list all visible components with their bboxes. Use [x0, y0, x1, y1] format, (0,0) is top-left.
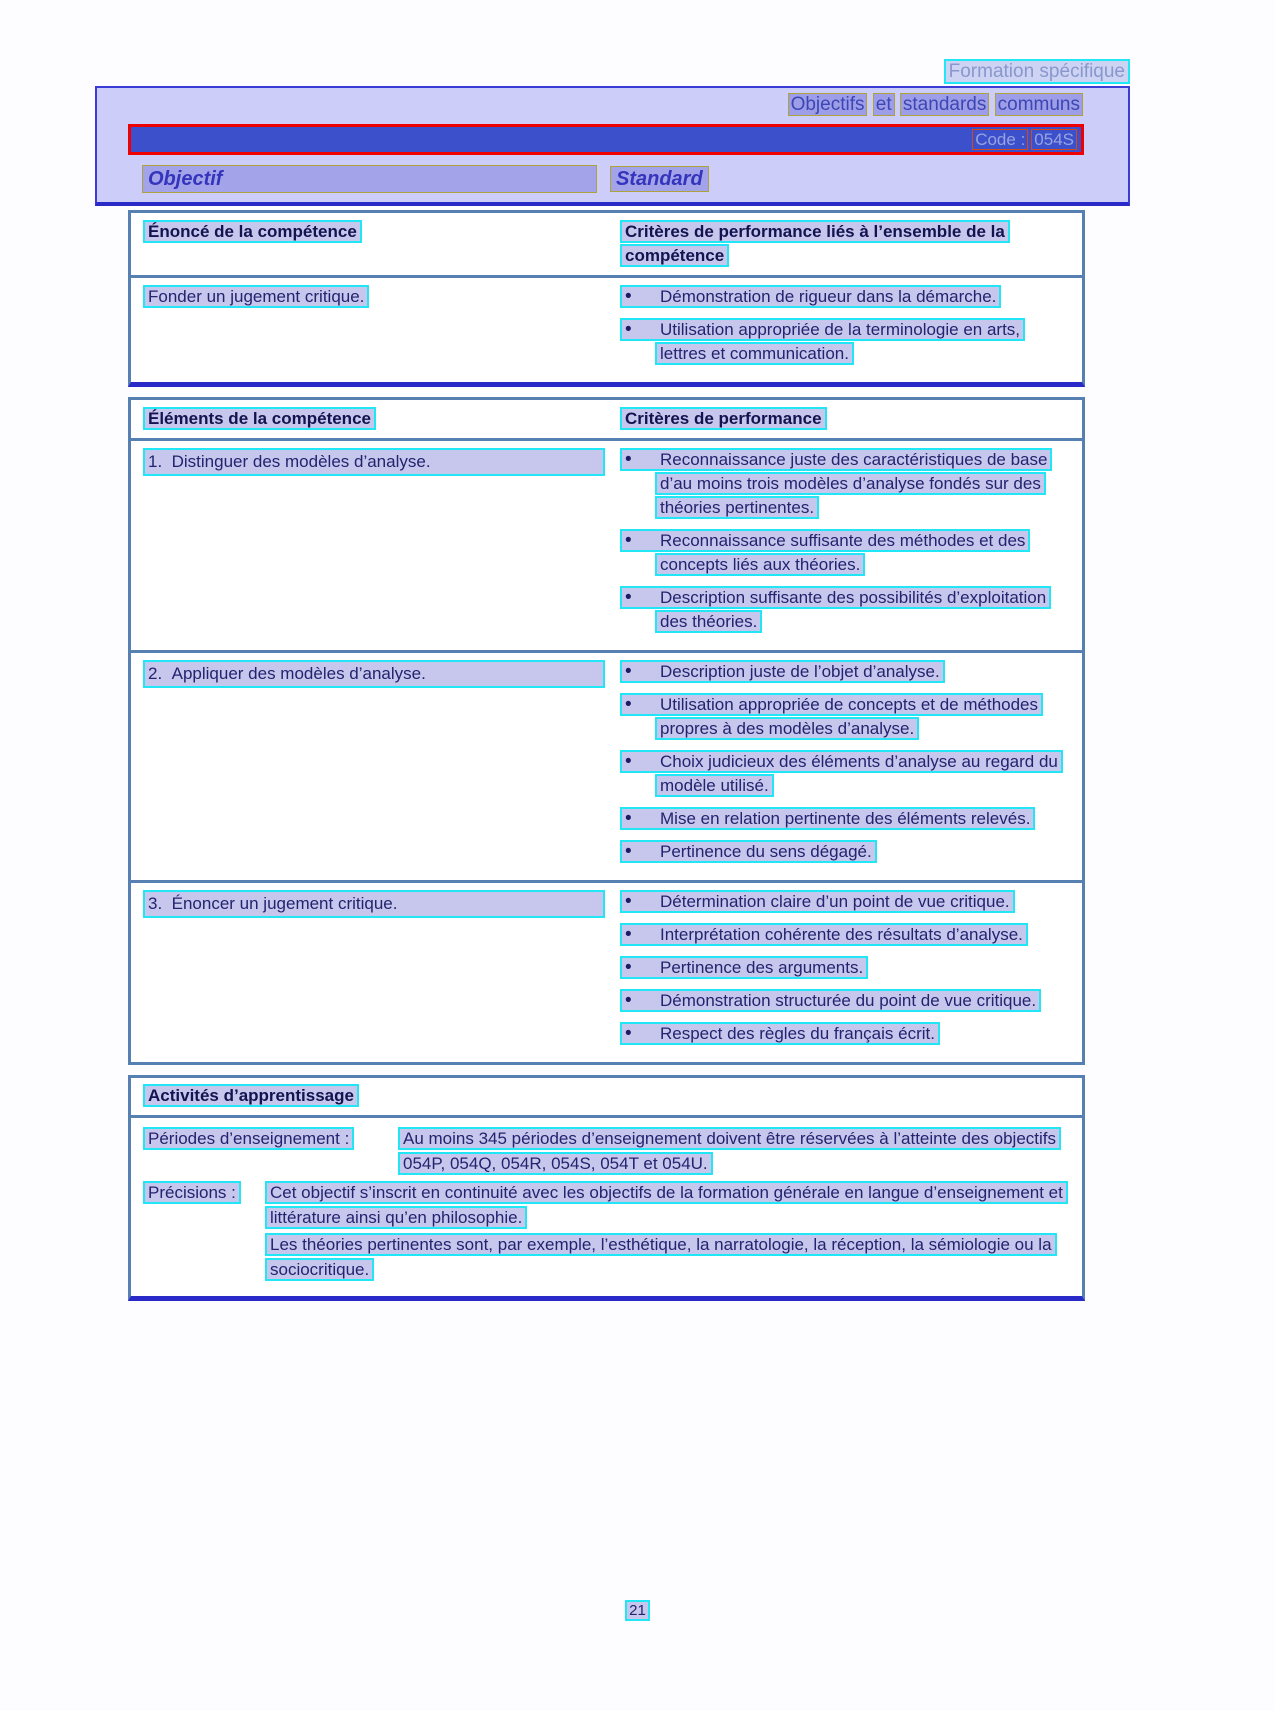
objectif-standard-row [142, 165, 1128, 193]
table1-bullet-list [620, 285, 1066, 366]
bullet-icon: • [625, 924, 632, 945]
activites-body [131, 1118, 1082, 1296]
list-item [620, 923, 1066, 947]
precisions-label: Précisions : [143, 1181, 241, 1204]
bullet-text: Respect des règles du français écrit. [660, 1024, 935, 1043]
precisions-paragraph [265, 1180, 1068, 1230]
periodes-text-cell [398, 1126, 1068, 1176]
activites-title-row [131, 1078, 1082, 1118]
bullet-icon: • [625, 808, 632, 829]
bullet-icon: • [625, 286, 632, 307]
list-item [620, 890, 1066, 914]
element-item-2: 2. Appliquer des modèles d’analyse. [143, 660, 605, 688]
elements-competence-table [128, 397, 1085, 1065]
table1-right-cell [620, 278, 1082, 382]
table2-row-3 [131, 880, 1082, 1062]
bullet-text: Mise en relation pertinente des éléments relevés. [660, 809, 1031, 828]
bullet-icon: • [625, 841, 632, 862]
list-item [620, 318, 1066, 366]
enonce-competence-table [128, 210, 1085, 387]
bullet-text: Démonstration de rigueur dans la démarche. [660, 287, 997, 306]
bullet-text: Reconnaissance juste des caractéristiques de base d’au moins trois modèles d’analyse fondés sur des théories pertinentes. [660, 450, 1048, 517]
row3-right-cell [620, 883, 1082, 1062]
page-number: 21 [625, 1600, 650, 1621]
table2-left-header-cell [131, 400, 620, 438]
list-item [620, 586, 1066, 634]
row2-left-cell [131, 653, 620, 880]
activites-apprentissage-box [128, 1075, 1085, 1301]
list-item [620, 693, 1066, 741]
table2-row-2 [131, 650, 1082, 880]
bullet-icon: • [625, 587, 632, 608]
periodes-text: Au moins 345 périodes d’enseignement doivent être réservées à l’atteinte des objectifs 054P, 054Q, 054R, 054S, 054T et 054U. [398, 1127, 1061, 1175]
code-value: 054S [1031, 129, 1077, 150]
periodes-label-cell [143, 1126, 398, 1176]
criteres-ensemble-header: Critères de performance liés à l’ensemble de la compétence [620, 220, 1010, 267]
table2-right-header-cell [620, 400, 1082, 438]
element-item-1: 1. Distinguer des modèles d’analyse. [143, 448, 605, 476]
list-item [620, 750, 1066, 798]
bullet-icon: • [625, 661, 632, 682]
bullet-icon: • [625, 319, 632, 340]
table2-header-row [131, 400, 1082, 441]
formation-specifique-row [95, 60, 1130, 84]
bullet-text: Reconnaissance suffisante des méthodes et des concepts liés aux théories. [660, 531, 1026, 574]
bullet-icon: • [625, 751, 632, 772]
spacer [0, 1301, 1275, 1601]
row1-left-cell [131, 441, 620, 650]
bullet-text: Pertinence du sens dégagé. [660, 842, 872, 861]
header-box [95, 86, 1130, 206]
periodes-row [143, 1126, 1068, 1176]
table1-header-row [131, 213, 1082, 278]
bullet-text: Description juste de l’objet d’analyse. [660, 662, 940, 681]
competence-item: Fonder un jugement critique. [143, 285, 369, 308]
elements-competence-header: Éléments de la compétence [143, 407, 376, 430]
table1-left-header-cell [131, 213, 620, 275]
precisions-text-cell [265, 1180, 1068, 1284]
periodes-label: Périodes d’enseignement : [143, 1127, 354, 1150]
formation-specifique-label: Formation spécifique [944, 59, 1130, 84]
bullet-icon: • [625, 957, 632, 978]
element-item-3: 3. Énoncer un jugement critique. [143, 890, 605, 918]
bullet-icon: • [625, 1023, 632, 1044]
criteres-performance-header: Critères de performance [620, 407, 827, 430]
precisions-text-2: Les théories pertinentes sont, par exemple, l’esthétique, la narratologie, la réception, la sémiologie ou la sociocritique. [265, 1233, 1057, 1281]
precisions-paragraph [265, 1232, 1068, 1282]
bullet-icon: • [625, 990, 632, 1011]
bullet-icon: • [625, 530, 632, 551]
bullet-text: Détermination claire d’un point de vue critique. [660, 892, 1010, 911]
list-item [620, 989, 1066, 1013]
list-item [620, 1022, 1066, 1046]
bullet-text: Choix judicieux des éléments d’analyse au regard du modèle utilisé. [660, 752, 1058, 795]
table1-left-cell [131, 278, 620, 382]
enonce-competence-header: Énoncé de la compétence [143, 220, 362, 243]
list-item [620, 285, 1066, 309]
precisions-row [143, 1180, 1068, 1284]
activites-title: Activités d’apprentissage [143, 1084, 359, 1107]
bullet-text: Utilisation appropriée de concepts et de méthodes propres à des modèles d’analyse. [660, 695, 1039, 738]
row1-right-cell [620, 441, 1082, 650]
row3-bullet-list [620, 890, 1066, 1046]
row2-bullet-list [620, 660, 1066, 864]
bullet-icon: • [625, 694, 632, 715]
list-item [620, 660, 1066, 684]
document-page [0, 60, 1275, 1711]
bullet-icon: • [625, 449, 632, 470]
objectif-column-header: Objectif [142, 165, 597, 193]
list-item [620, 840, 1066, 864]
row2-right-cell [620, 653, 1082, 880]
bullet-icon: • [625, 891, 632, 912]
objectifs-standards-row [97, 93, 1128, 117]
bullet-text: Utilisation appropriée de la terminologie en arts, lettres et communication. [660, 320, 1021, 363]
table1-body-row [131, 278, 1082, 382]
page-footer [0, 1601, 1275, 1621]
bullet-text: Interprétation cohérente des résultats d’analyse. [660, 925, 1023, 944]
bullet-text: Démonstration structurée du point de vue critique. [660, 991, 1037, 1010]
list-item [620, 807, 1066, 831]
table1-right-header-cell [620, 213, 1082, 275]
page [0, 60, 1275, 1711]
row1-bullet-list [620, 448, 1066, 634]
code-label: Code : [972, 129, 1028, 150]
row3-left-cell [131, 883, 620, 1062]
objectifs-standards-label: Objectifs et standards communs [788, 93, 1083, 116]
code-bar [128, 124, 1084, 155]
list-item [620, 956, 1066, 980]
bullet-text: Description suffisante des possibilités d’exploitation des théories. [660, 588, 1047, 631]
list-item [620, 448, 1066, 520]
table2-row-1 [131, 441, 1082, 650]
precisions-label-cell [143, 1180, 265, 1284]
bullet-text: Pertinence des arguments. [660, 958, 864, 977]
list-item [620, 529, 1066, 577]
standard-column-header: Standard [610, 166, 709, 192]
precisions-text-1: Cet objectif s’inscrit en continuité avec les objectifs de la formation générale en langue d’enseignement et littérature ainsi qu’en philosophie. [265, 1181, 1068, 1229]
